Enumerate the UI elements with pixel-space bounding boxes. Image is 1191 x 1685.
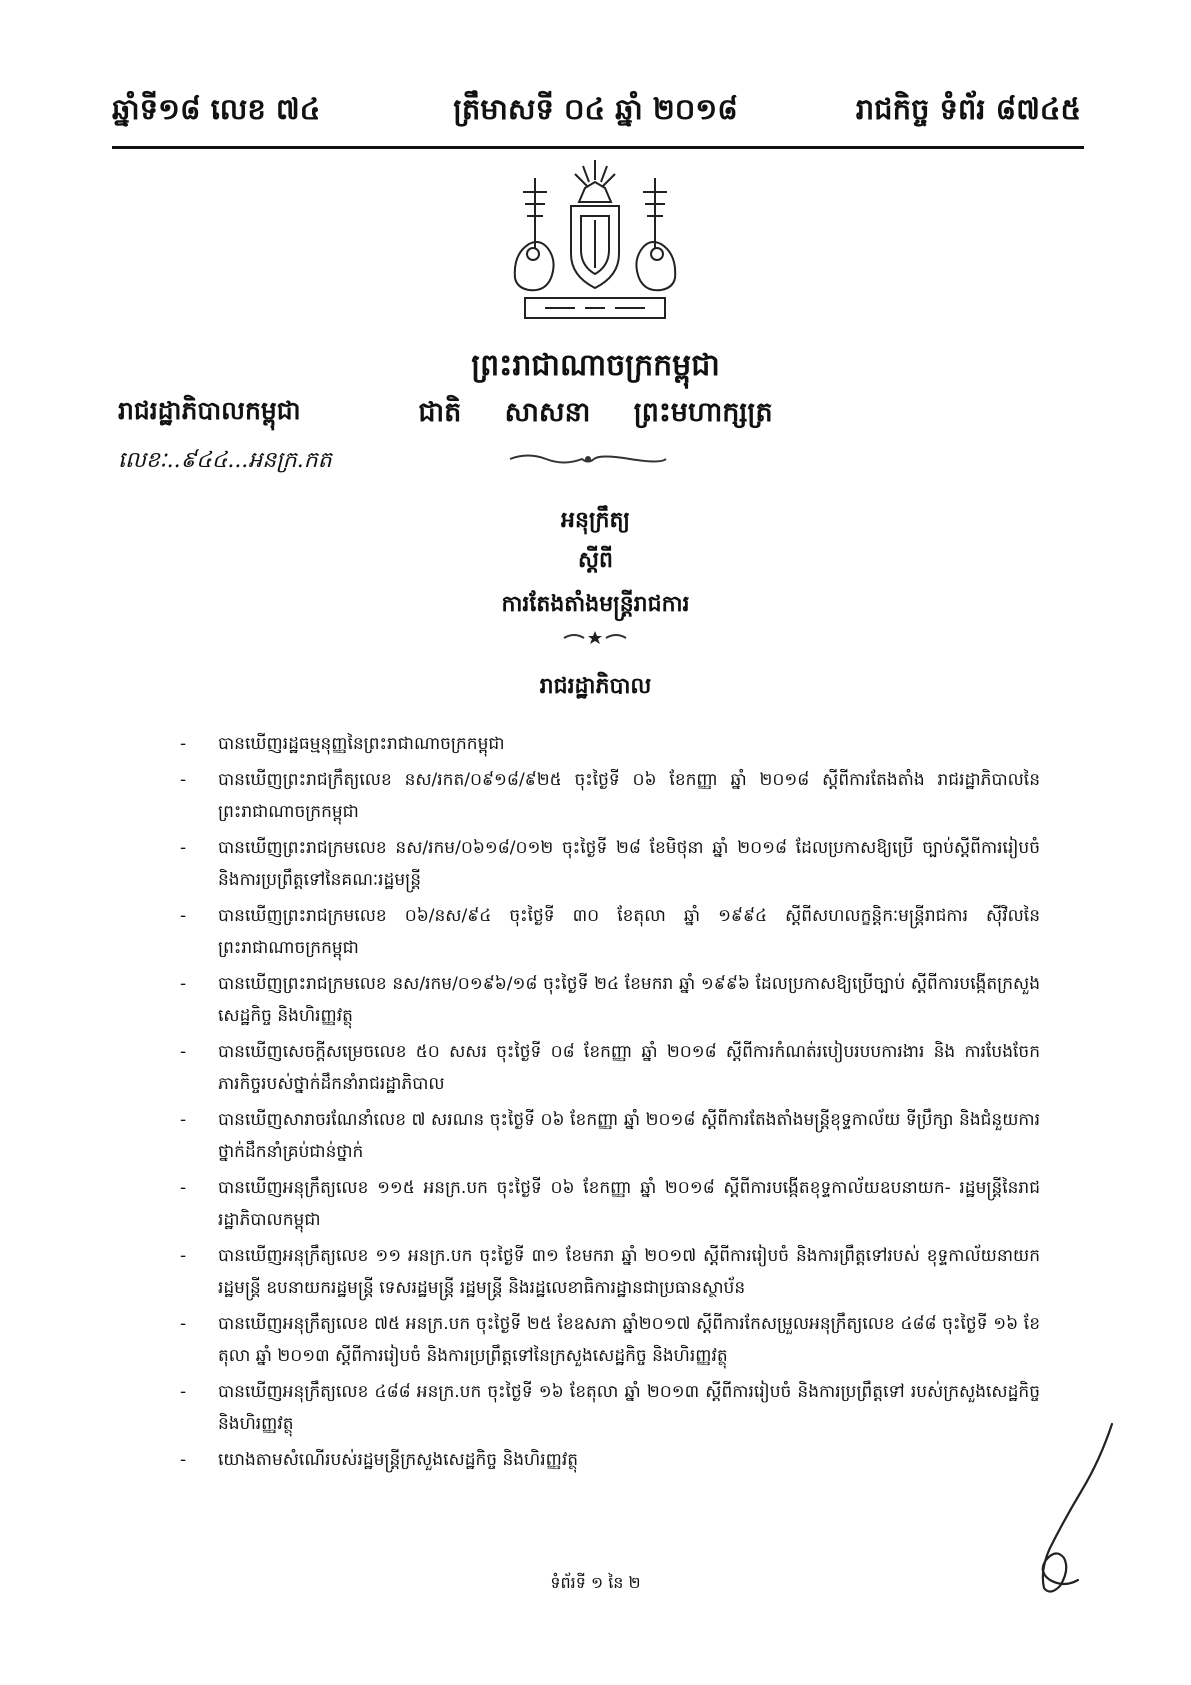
dash-marker: - [180, 1450, 187, 1470]
list-item [180, 1104, 1040, 1168]
dash-marker: - [180, 1246, 187, 1266]
ornament-divider-icon [508, 450, 668, 468]
list-item [180, 968, 1040, 1032]
dash-marker: - [180, 1178, 187, 1198]
recital-text: បានឃើញព្រះរាជក្រមលេខ នស/រកម/០១៩៦/១៨ ចុះថ្ងៃទី ២៤ ខែមករា ឆ្នាំ ១៩៩៦ ដែលប្រកាសឱ្យប្រើច្បាប់ ស្តីពីការបង្កើតក្រសួងសេដ្ឋកិច្ច និងហិរញ្ញវត្ថុ [218, 974, 1040, 1026]
recital-text: បានឃើញអនុក្រឹត្យលេខ ១១ អនក្រ.បក ចុះថ្ងៃទី ៣១ ខែមករា ឆ្នាំ ២០១៧ ស្តីពីការរៀបចំ និងការព្រឹត្តទៅរបស់ ខុទ្ទកាល័យនាយករដ្ឋមន្ត្រី ឧបនាយករដ្ឋមន្ត្រី ទេសរដ្ឋមន្ត្រី រដ្ឋមន្ត្រី និងរដ្ឋលេខាធិការដ្ឋានជាប្រធានស្ថាប័ន [218, 1246, 1040, 1298]
recital-text: បានឃើញព្រះរាជក្រមលេខ នស/រកម/០៦១៨/០១២ ចុះថ្ងៃទី ២៨ ខែមិថុនា ឆ្នាំ ២០១៨ ដែលប្រកាសឱ្យប្រើ ច្បាប់ស្តីពីការរៀបចំ និងការប្រព្រឹត្តទៅនៃគណៈរដ្ឋមន្ត្រី [218, 838, 1040, 890]
list-item [180, 1036, 1040, 1100]
gazette-page-number: រាជកិច្ច ទំព័រ ៨៧៤៥ [855, 92, 1081, 126]
handwritten-signature-icon [1020, 1420, 1120, 1600]
dash-marker: - [180, 1314, 187, 1334]
motto-religion: សាសនា [504, 397, 591, 428]
list-item [180, 1308, 1040, 1372]
list-item [180, 1444, 1040, 1476]
dash-marker: - [180, 974, 187, 994]
dash-marker: - [180, 1042, 187, 1062]
dash-marker: - [180, 770, 187, 790]
list-item [180, 1240, 1040, 1304]
recital-text: បានឃើញសេចក្តីសម្រេចលេខ ៥០ សសរ ចុះថ្ងៃទី ០៨ ខែកញ្ញា ឆ្នាំ ២០១៨ ស្តីពីការកំណត់របៀបរបបការងារ និង ការបែងចែកភារកិច្ចរបស់ថ្នាក់ដឹកនាំរាជរដ្ឋាភិបាល [218, 1042, 1040, 1094]
recital-text: បានឃើញអនុក្រឹត្យលេខ ១១៥ អនក្រ.បក ចុះថ្ងៃទី ០៦ ខែកញ្ញា ឆ្នាំ ២០១៨ ស្តីពីការបង្កើតខុទ្ទកាល័យឧបនាយក- រដ្ឋមន្ត្រីនៃរាជរដ្ឋាភិបាលកម្ពុជា [218, 1178, 1040, 1230]
page-number-footer: ទំព័រទី ១ នៃ ២ [550, 1573, 641, 1592]
document-about: ស្តីពី [578, 547, 613, 573]
motto-king: ព្រះមហាក្សត្រ [633, 397, 773, 428]
dash-marker: - [180, 906, 187, 926]
header-rule [112, 146, 1084, 149]
recital-text: យោងតាមសំណើរបស់រដ្ឋមន្ត្រីក្រសួងសេដ្ឋកិច្ច និងហិរញ្ញវត្ថុ [218, 1450, 579, 1470]
recitals-list [180, 728, 1040, 1480]
list-item [180, 728, 1040, 760]
list-item [180, 900, 1040, 964]
document-number: លេខៈ..៩៤៤...អនក្រ.កត [118, 448, 332, 473]
document-subject: ការតែងតាំងមន្ត្រីរាជការ [501, 591, 690, 617]
list-item [180, 1376, 1040, 1440]
recital-text: បានឃើញរដ្ឋធម្មនុញ្ញនៃព្រះរាជាណាចក្រកម្ពុជា [218, 734, 505, 754]
recital-text: បានឃើញអនុក្រឹត្យលេខ ៤៨៨ អនក្រ.បក ចុះថ្ងៃទី ១៦ ខែតុលា ឆ្នាំ ២០១៣ ស្តីពីការរៀបចំ និងការប្រព្រឹត្តទៅ របស់ក្រសួងសេដ្ឋកិច្ច និងហិរញ្ញវត្ថុ [218, 1382, 1040, 1434]
dash-marker: - [180, 734, 187, 754]
motto-nation: ជាតិ [418, 397, 462, 428]
royal-coat-of-arms-icon [505, 158, 685, 328]
issuing-authority: រាជរដ្ឋាភិបាលកម្ពុជា [118, 396, 301, 425]
dash-marker: - [180, 838, 187, 858]
recital-text: បានឃើញព្រះរាជក្រមលេខ ០៦/នស/៩៤ ចុះថ្ងៃទី ៣០ ខែតុលា ឆ្នាំ ១៩៩៤ ស្តីពីសហលក្ខន្តិកៈមន្ត្រីរាជការ ស៊ីវិលនៃព្រះរាជាណាចក្រកម្ពុជា [218, 906, 1040, 958]
government-heading: រាជរដ្ឋាភិបាល [539, 673, 652, 699]
document-type: អនុក្រឹត្យ [561, 507, 630, 533]
dash-marker: - [180, 1382, 187, 1402]
list-item [180, 1172, 1040, 1236]
gazette-date: ត្រឹមាសទី ០៤ ឆ្នាំ ២០១៨ [453, 92, 738, 126]
list-item [180, 764, 1040, 828]
kingdom-title: ព្រះរាជាណាចក្រកម្ពុជា [471, 348, 720, 383]
list-item [180, 832, 1040, 896]
star-ornament-icon [560, 630, 630, 644]
recital-text: បានឃើញព្រះរាជក្រឹត្យលេខ នស/រកត/០៩១៨/៩២៥ ចុះថ្ងៃទី ០៦ ខែកញ្ញា ឆ្នាំ ២០១៨ ស្តីពីការតែងតាំង រាជរដ្ឋាភិបាលនៃព្រះរាជាណាចក្រកម្ពុជា [218, 770, 1040, 822]
dash-marker: - [180, 1110, 187, 1130]
recital-text: បានឃើញអនុក្រឹត្យលេខ ៧៥ អនក្រ.បក ចុះថ្ងៃទី ២៥ ខែឧសភា ឆ្នាំ២០១៧ ស្តីពីការកែសម្រួលអនុក្រឹត្យលេខ ៤៨៨ ចុះថ្ងៃទី ១៦ ខែតុលា ឆ្នាំ ២០១៣ ស្តីពីការរៀបចំ និងការប្រព្រឹត្តទៅនៃក្រសួងសេដ្ឋកិច្ច និងហិរញ្ញវត្ថុ [218, 1314, 1040, 1366]
gazette-year-issue: ឆ្នាំទី១៨ លេខ ៧៤ [112, 92, 321, 126]
recital-text: បានឃើញសារាចរណែនាំលេខ ៧ សរណន ចុះថ្ងៃទី ០៦ ខែកញ្ញា ឆ្នាំ ២០១៨ ស្តីពីការតែងតាំងមន្ត្រីខុទ្ទកាល័យ ទីប្រឹក្សា និងជំនួយការថ្នាក់ដឹកនាំគ្រប់ជាន់ថ្នាក់ [218, 1110, 1040, 1162]
